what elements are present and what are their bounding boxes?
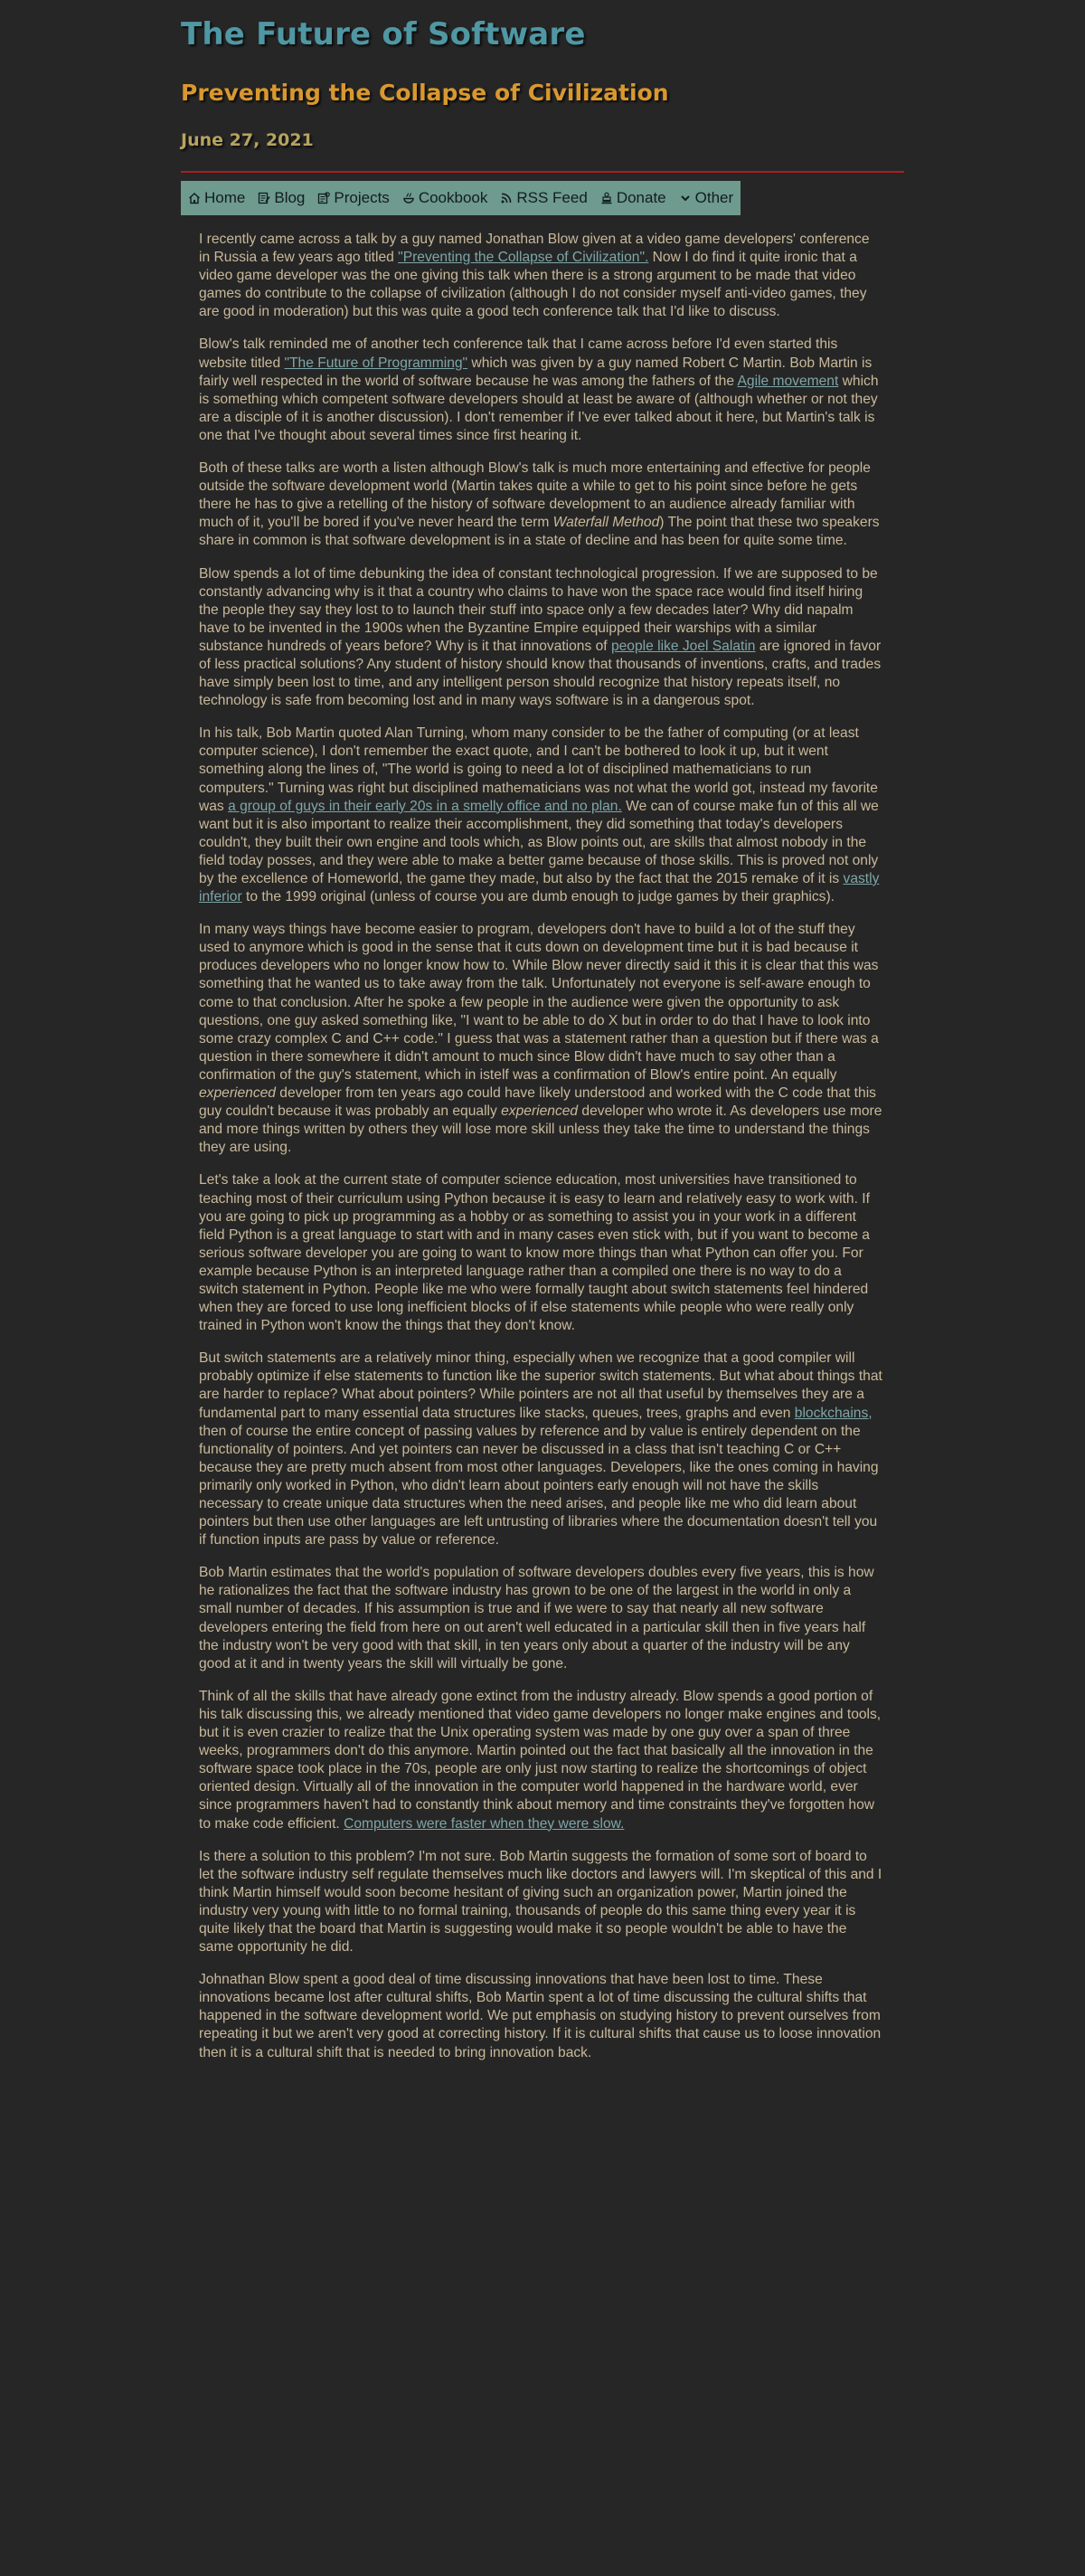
paragraph: Bob Martin estimates that the world's population of software developers doubles every five years, this is how he rationalizes the fact that the software industry has grown to be one of the largest in the world in only a small number of decades. If his assumption is true and if we were to say that nearly all new software developers entering the field from here on out aren't well educated in a particular skill then in five years half the industry won't be very good with that skill, in ten years only about a quarter of the industry will be any good at it and in twenty years the skill will virtually be gone.: [199, 1565, 874, 1672]
donate-icon: [600, 192, 613, 204]
paragraph: But switch statements are a relatively minor thing, especially when we recognize that a good compiler will probably optimize if else statements to function like the superior switch statements. But what about things that are harder to replace? What about pointers? While pointers are not all that useful by themselves they are a fundamental part to many essential data structures like stacks, queues, trees, graphs and even blockchains, then of course the entire concept of passing values by reference and by value is entirely dependent on the functionality of pointers. And yet pointers can never be discussed in a class that isn't teaching C or C++ because they are pretty much absent from most other languages. Developers, like the ones coming in having primarily only worked in Python, who didn't learn about pointers early enough will not have the skills necessary to create unique data structures when the need arises, and people like me who did learn about pointers but then use other languages are left untrusting of libraries where the documentation doesn't tell you if function inputs are pass by value or reference.: [199, 1350, 882, 1548]
paragraph: Think of all the skills that have already gone extinct from the industry already. Blow spends a good portion of his talk discussing this, we already mentioned that video game developers no longer make engines and tools, but it is even crazier to realize that the Unix operating system was made by one guy over a span of three weeks, programmers don't do this anymore. Martin pointed out the fact that basically all the innovation in the software space took place in the 70s, people are only just now starting to realize the shortcomings of object oriented design. Virtually all of the innovation in the computer world happened in the hardware world, ever since programmers haven't had to constantly think about memory and time constraints they've forgotten how to make code efficient. Computers were faster when they were slow.: [199, 1688, 882, 1832]
link-blockchains[interactable]: blockchains,: [794, 1405, 873, 1421]
article-title: Preventing the Collapse of Civilization: [181, 80, 669, 106]
blog-icon: [258, 192, 270, 204]
link-preventing-collapse-talk[interactable]: "Preventing the Collapse of Civilization".: [398, 250, 649, 266]
paragraph: Both of these talks are worth a listen although Blow's talk is much more entertaining and effective for people outside the software development world (Martin takes quite a while to get to his point since before he gets there he has to give a retelling of the history of software development to an audience already familiar with much of it, you'll be bored if you've never heard the term Waterfall Method) The point that these two speakers share in common is that software development is in a state of decline and has been for quite some time.: [199, 460, 880, 549]
chevron-down-icon: [679, 192, 692, 204]
paragraph: Johnathan Blow spent a good deal of time discussing innovations that have been lost to time. These innovations became lost after cultural shifts, Bob Martin spent a lot of time discussing the cultural shifts that happened in the software development world. We put emphasis on studying history to prevent ourselves from repeating it but we aren't very good at correcting history. If it is cultural shifts that cause us to loose innovation then it is a cultural shift that is needed to bring innovation back.: [199, 1972, 882, 2060]
nav-item-home[interactable]: [188, 189, 245, 207]
nav-item-cookbook[interactable]: [402, 189, 488, 207]
paragraph: Let's take a look at the current state of computer science education, most universities have transitioned to teaching most of their curriculum using Python because it is easy to learn and relatively easy to work with. If you are going to pick up programming as a hobby or as something to assist you in your work in a different field Python is a great language to start with and in many cases even stick with, but if you want to become a serious software developer you are going to want to know more things than what Python can offer you. For example because Python is an interpreted language rather than a compiled one there is no way to do a switch statement in Python. People like me who were formally taught about switch statements feel hindered when they are forced to use long inefficient blocks of if else statements while people who were really only trained in Python won't know the things that they don't know.: [199, 1172, 870, 1334]
nav-label-projects: Projects: [334, 189, 390, 206]
rss-icon: [500, 192, 513, 204]
paragraph: I recently came across a talk by a guy named Jonathan Blow given at a video game developers' conference in Russia a few years ago titled "Preventing the Collapse of Civilization". Now I do find it quite ironic that a video game developer was the one giving this talk when there is a strong argument to be made that video games do contribute to the collapse of civilization (although I do not consider myself anti-video games, they are good in moderation) but this was quite a good tech conference talk that I'd like to discuss.: [199, 232, 870, 320]
nav-label-other: Other: [694, 189, 734, 206]
home-icon: [188, 192, 201, 204]
paragraph: Blow spends a lot of time debunking the idea of constant technological progression. If we are supposed to be constantly advancing why is it that a country who claims to have won the space race would find itself hiring the people they say they lost to to launch their stuff into space only a few decades later? Why did napalm have to be invented in the 1900s when the Byzantine Empire equipped their warships with a similar substance hundreds of years before? Why is it that innovations of people like Joel Salatin are ignored in favor of less practical solutions? Any student of history should know that thousands of inventions, crafts, and trades have simply been lost to time, and any intelligent person should recognize that history repeats itself, no technology is safe from becoming lost and in many ways software is in a dangerous spot.: [199, 565, 882, 709]
link-future-of-programming-talk[interactable]: "The Future of Programming": [284, 355, 468, 371]
link-computers-were-faster[interactable]: Computers were faster when they were slow.: [344, 1815, 625, 1832]
nav-item-other[interactable]: [679, 189, 734, 207]
paragraph: Blow's talk reminded me of another tech conference talk that I came across before I'd even started this website titled "The Future of Programming" which was given by a guy named Robert C Martin. Bob Martin is fairly well respected in the world of software because he was among the fathers of the Agile movement which is something which competent software developers should at least be aware of (although whether or not they are a disciple of it is another discussion). I don't remember if I've ever talked about it here, but Martin's talk is one that I've thought about several times since first hearing it.: [199, 336, 879, 443]
nav-label-blog: Blog: [274, 189, 306, 206]
link-agile-movement[interactable]: Agile movement: [737, 373, 839, 389]
link-joel-salatin[interactable]: people like Joel Salatin: [610, 638, 756, 654]
cookbook-icon: [402, 192, 415, 204]
projects-icon: [317, 192, 330, 204]
nav-item-projects[interactable]: [317, 189, 389, 207]
nav-label-home: Home: [204, 189, 246, 206]
paragraph: Is there a solution to this problem? I'm not sure. Bob Martin suggests the formation of some sort of board to let the software industry self regulate themselves much like doctors and lawyers will. I'm skeptical of this and I think Martin himself would soon become hesitant of giving such an organization power, Martin joined the industry very young with little to no formal training, thousands of people do this same thing every year it is quite likely that the board that Martin is suggesting would make it so people wouldn't be able to have the same opportunity he did.: [199, 1848, 882, 1956]
paragraph: In his talk, Bob Martin quoted Alan Turning, whom many consider to be the father of computing (or at least computer science), I don't remember the exact quote, and I can't be bothered to look it up, but it went something along the lines of, "The world is going to need a lot of disciplined mathematicians to run computers." Turning was right but disciplined mathematicians was not what the world got, instead my favorite was a group of guys in their early 20s in a smelly office and no plan. We can of course make fun of this all we want but it is also important to realize their accomplishment, they did something that today's developers couldn't, they built their own engine and tools which, as Blow points out, are skills that almost nobody in the field today posses, and they were able to make a better game because of those skills. This is proved not only by the excellence of Homeworld, the game they made, but also by the fact that the 2015 remake of it is vastly inferior to the 1999 original (unless of course you are dumb enough to judge games by their graphics).: [199, 725, 880, 905]
nav-item-donate[interactable]: [600, 189, 666, 207]
nav-bar: [181, 181, 741, 215]
article-body: [199, 231, 882, 2077]
nav-label-donate: Donate: [616, 189, 666, 206]
link-vastly-inferior[interactable]: vastly inferior: [199, 871, 880, 905]
header-divider: [181, 171, 904, 173]
paragraph: In many ways things have become easier to program, developers don't have to build a lot of the stuff they used to anymore which is good in the sense that it cuts down on development time but it is bad because it produces developers who no longer know how to. While Blow never directly said it this it is clear that this was something that he wanted us to take away from the talk. Unfortunately not everyone is self-aware enough to come to that conclusion. After he spoke a few people in the audience were given the opportunity to ask questions, one guy asked something like, "I want to be able to do X but in order to do that I have to look into some crazy complex C and C++ code." I guess that was a statement rather than a question but if there was a question in there somewhere it didn't amount to much since Blow didn't have much to say other than a confirmation of the guy's statement, which in istelf was a confirmation of Blow's entire point. An equally experienced developer from ten years ago could have likely understood and worked with the C code that this guy couldn't because it was probably an equally experienced developer who wrote it. As developers use more and more things written by others they will lose more skill unless they take the time to understand the things they are using.: [199, 922, 882, 1156]
link-group-of-guys[interactable]: a group of guys in their early 20s in a smelly office and no plan.: [228, 798, 622, 814]
nav-label-rss: RSS Feed: [516, 189, 588, 206]
post-date: June 27, 2021: [181, 130, 314, 150]
site-title: The Future of Software: [181, 16, 586, 52]
nav-label-cookbook: Cookbook: [418, 189, 488, 206]
nav-item-blog[interactable]: [258, 189, 305, 207]
nav-item-rss[interactable]: [500, 189, 587, 207]
